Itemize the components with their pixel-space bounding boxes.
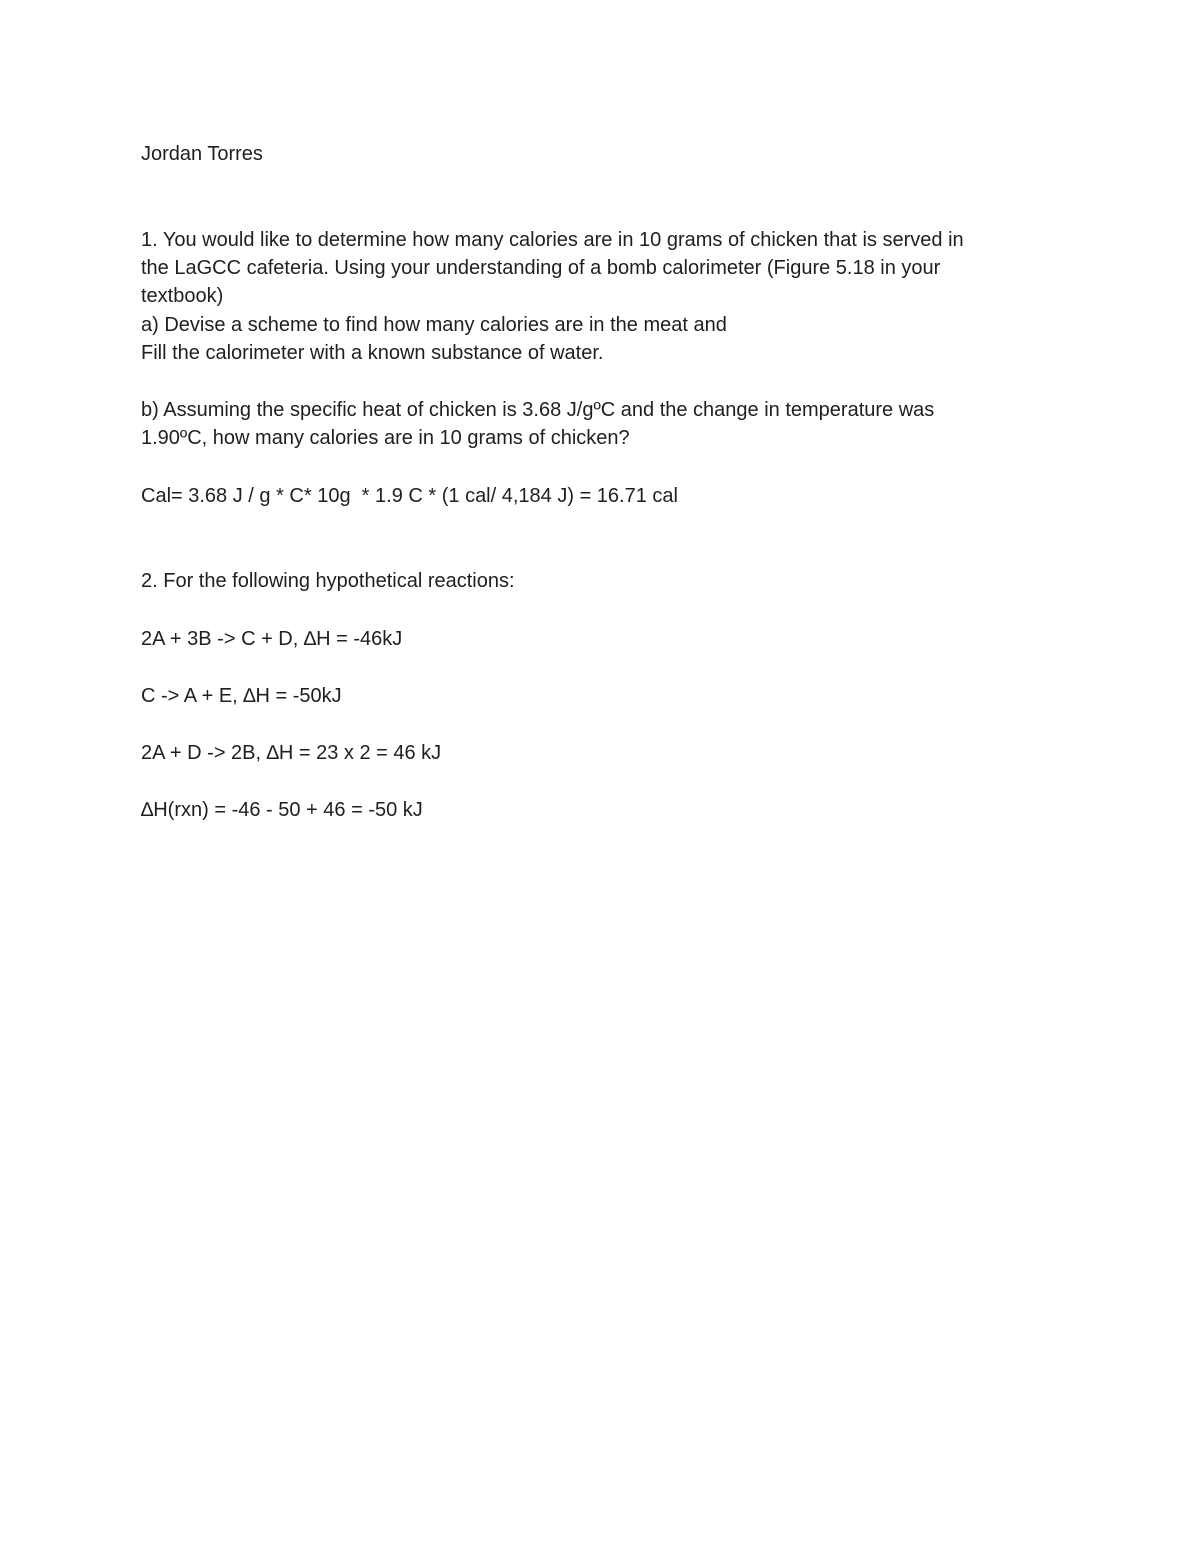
question-1-part-b-line-1: b) Assuming the specific heat of chicken is 3.68 J/gºC and the change in temperature was (141, 399, 935, 421)
question-1-part-b-answer: Cal= 3.68 J / g * C* 10g * 1.9 C * (1 cal/ 4,184 J) = 16.71 cal (141, 485, 678, 507)
question-2-answer: ∆H(rxn) = -46 - 50 + 46 = -50 kJ (141, 799, 423, 821)
question-1-line-3: textbook) (141, 285, 224, 307)
reaction-1: 2A + 3B -> C + D, ∆H = -46kJ (141, 628, 403, 650)
question-2-prompt: 2. For the following hypothetical reactions: (141, 570, 515, 592)
reaction-2: C -> A + E, ∆H = -50kJ (141, 685, 342, 707)
question-1-part-b-line-2: 1.90ºC, how many calories are in 10 grams of chicken? (141, 427, 630, 449)
reaction-3: 2A + D -> 2B, ∆H = 23 x 2 = 46 kJ (141, 742, 442, 764)
question-1-line-1: 1. You would like to determine how many calories are in 10 grams of chicken that is served in (141, 229, 964, 251)
question-1-line-2: the LaGCC cafeteria. Using your understanding of a bomb calorimeter (Figure 5.18 in your (141, 257, 941, 279)
author-name: Jordan Torres (141, 143, 263, 165)
question-1-part-a-answer: Fill the calorimeter with a known substance of water. (141, 342, 604, 364)
question-1-part-a: a) Devise a scheme to find how many calories are in the meat and (141, 314, 727, 336)
